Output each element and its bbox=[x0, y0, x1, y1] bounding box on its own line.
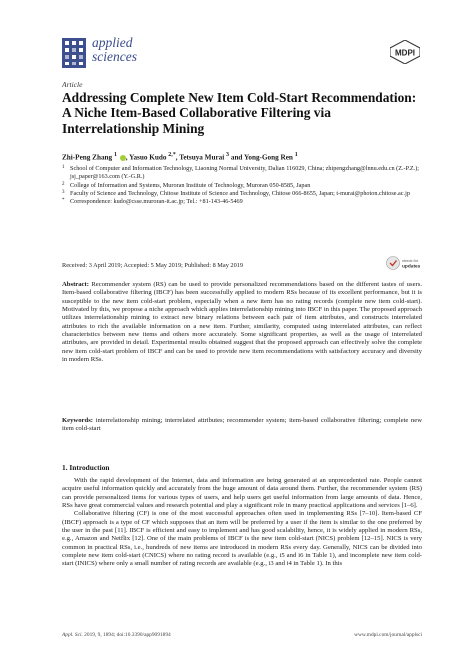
affiliation-text: College of Information and Systems, Muroran Institute of Technology, Muroran 050-8585, Japan bbox=[70, 181, 311, 189]
abstract bbox=[62, 281, 422, 364]
check-updates-line2: updates bbox=[402, 264, 420, 270]
author-name: Tetsuya Murai bbox=[179, 153, 225, 162]
author-affiliation-marker: 2,* bbox=[168, 152, 176, 158]
footer-citation-details: 2019, 9, 1894; doi:10.3390/app9091894 bbox=[84, 632, 171, 638]
journal-name-line1: applied bbox=[92, 35, 133, 50]
paper-title: Addressing Complete New Item Cold-Start Recommendation: A Niche Item-Based Collaborative Filtering via Interrelationship Mining bbox=[62, 90, 417, 136]
affiliation-marker: * bbox=[62, 198, 65, 204]
article-type: Article bbox=[62, 80, 83, 89]
author-affiliation-marker: 3 bbox=[226, 152, 230, 158]
paragraph: Collaborative filtering (CF) is one of the most successful approaches often used in implementing RSs [7–10]. Item-based CF (IBCF) approach is a type of CF which supposes that an item will be preferred by a user if the item is similar to the one preferred by the user in the past [11]. IBCF is efficient and easy to implement and has good scalability, hence, it is widely applied in modern RSs, e.g., Amazon and Netflix [12]. One of the main problems of IBCF is the new item cold-start (NICS) problem [12–15]. NICS is very common in practical RSs, i.e., hundreds of new items are introduced in modern RSs every day. Generally, NICS can be divided into complete new item cold-start (CNICS) where no rating record is available (e.g., i5 and i6 in Table 1), and incomplete new item cold-start (INICS) where only a small number of rating records are available (e.g., i3 and i4 in Table 1). In this bbox=[62, 510, 422, 568]
publication-history: Received: 3 April 2019; Accepted: 5 May 2019; Published: 8 May 2019 bbox=[62, 262, 244, 269]
introduction-body bbox=[62, 477, 422, 569]
keywords-label: Keywords: bbox=[62, 417, 93, 424]
journal-name bbox=[92, 36, 137, 64]
footer-journal-abbrev: Appl. Sci. bbox=[62, 632, 83, 638]
footer-journal-url[interactable]: www.mdpi.com/journal/applsci bbox=[354, 632, 422, 638]
keywords-text: interrelationship mining; interrelated attributes; recommender system; item-based collaborative filtering; complete new item cold-start bbox=[62, 417, 422, 433]
orcid-icon[interactable] bbox=[120, 155, 126, 161]
paragraph: With the rapid development of the Internet, data and information are being generated at an unprecedented rate. People cannot acquire useful information quickly and accurately from the huge amount of data around them. Further, the recommender system (RS) can provide personalized items for various types of users, and help users get useful information from large amounts of data. Hence, RSs have great commercial values and research potential and play a significant role in many practical applications and services [1–6]. bbox=[62, 477, 422, 510]
affiliation-list bbox=[62, 165, 422, 206]
author-affiliation-marker: 1 bbox=[113, 152, 117, 158]
affiliation-item bbox=[62, 182, 422, 190]
journal-logo-icon bbox=[62, 38, 86, 68]
section-heading: 1. Introduction bbox=[62, 463, 110, 472]
abstract-label: Abstract: bbox=[62, 281, 89, 288]
keywords bbox=[62, 417, 422, 434]
check-for-updates-icon[interactable] bbox=[386, 254, 420, 272]
journal-name-line2: sciences bbox=[92, 49, 137, 64]
journal-header bbox=[62, 36, 420, 78]
mdpi-logo-icon[interactable] bbox=[390, 40, 420, 64]
author-name: Zhi-Peng Zhang bbox=[62, 153, 113, 162]
correspondence bbox=[62, 198, 422, 206]
affiliation-item bbox=[62, 190, 422, 198]
publisher-logo-text: MDPI bbox=[395, 48, 415, 58]
affiliation-marker: 3 bbox=[62, 189, 65, 195]
affiliation-marker: 1 bbox=[62, 165, 65, 170]
footer-citation bbox=[62, 632, 171, 638]
check-updates-line1: check for bbox=[402, 258, 419, 263]
correspondence-text: Correspondence: kudo@csse.muroran-it.ac.jp; Tel.: +81-143-46-5469 bbox=[70, 198, 243, 206]
affiliation-marker: 2 bbox=[62, 181, 65, 187]
affiliation-text: Faculty of Science and Technology, Chitose Institute of Science and Technology, Chitose 066-8655, Japan; t-murai@photon.chitose.ac.jp bbox=[70, 189, 410, 197]
author-name: Yasuo Kudo bbox=[129, 153, 167, 162]
author-name: Yong-Gong Ren bbox=[243, 153, 293, 162]
author-affiliation-marker: 1 bbox=[294, 152, 298, 158]
affiliation-item bbox=[62, 165, 422, 182]
abstract-text: Recommender system (RS) can be used to provide personalized recommendations based on the different tastes of users. Item-based collaborative filtering (IBCF) has been successfully applied to modern RSs because of its excellent performance, but it is susceptible to the new item cold-start problem, especially when a new item has no rating records (complete new item cold-start). Motivated by this, we propose a niche approach which applies interrelationship mining into IBCF in this paper. The proposed approach utilizes interrelationship mining to extract new binary relations between each pair of item attributes, and constructs interrelated attributes to rich the available information on a new item. Further, similarity, computed using interrelated attributes, can reflect characteristics between new items and others more accurately. Some significant properties, as well as the usage of interrelated attributes, are provided in detail. Experimental results obtained suggest that the proposed approach can effectively solve the complete new item cold-start problem of IBCF and can be used to provide new item recommendations with satisfactory accuracy and diversity in modern RSs. bbox=[62, 281, 422, 364]
affiliation-text: School of Computer and Information Technology, Liaoning Normal University, Dalian 116029, China; zhipengzhang@lnnu.edu.cn (Z.-P.Z.); jsj_paper@163.com (Y.-G.R.) bbox=[70, 165, 419, 181]
author-list: Zhi-Peng Zhang $^1$ , Yasuo Kudo $^{2,*}$, Tetsuya Murai $^3$ and Yong-Gong Ren $^1$ bbox=[62, 152, 298, 162]
